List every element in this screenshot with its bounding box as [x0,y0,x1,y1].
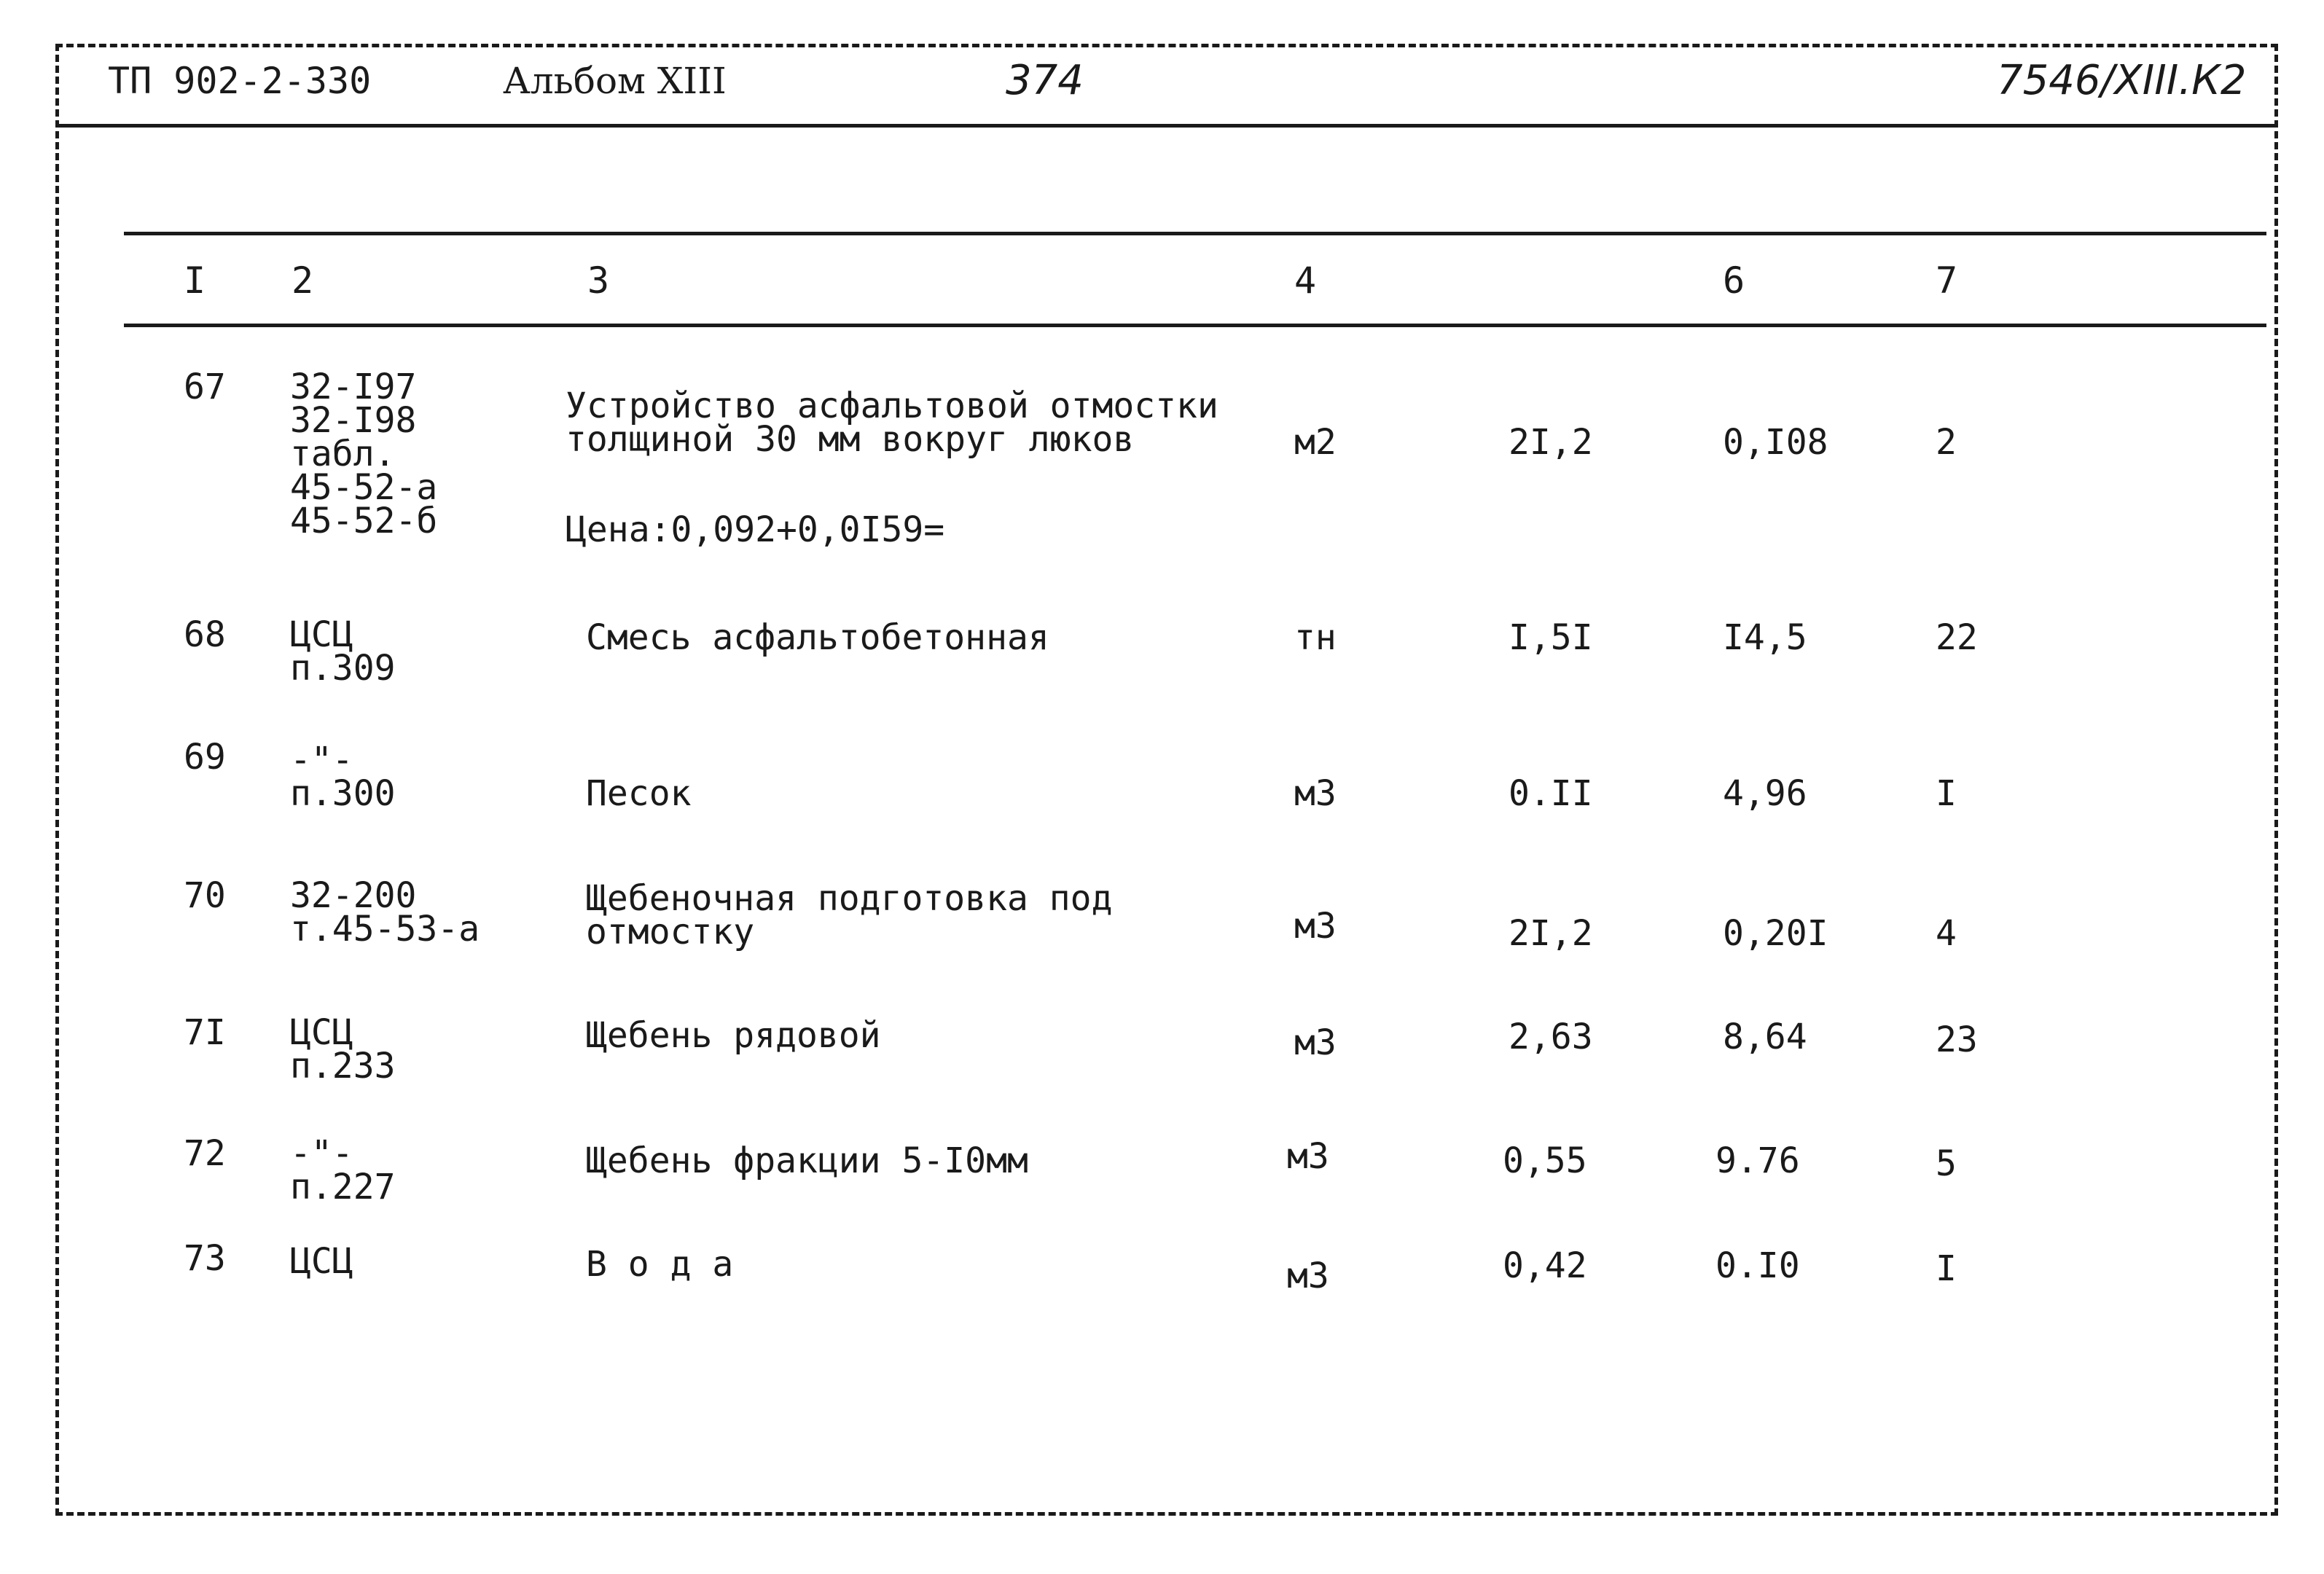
row-description: Щебеночная подготовка под отмостку [586,878,1113,952]
row-unit: м3 [1294,906,1337,947]
row-price: 9.76 [1715,1140,1800,1181]
col-header-2: 2 [292,259,314,302]
row-number: 68 [184,614,226,655]
row-price: 0.I0 [1715,1245,1800,1286]
row-price: I4,5 [1723,617,1807,658]
album-label: Альбом XIII [503,60,727,102]
row-total: 4 [1936,913,1957,954]
row-code: -"- п.227 [290,1133,396,1207]
row-description: Песок [586,773,692,814]
col-header-3: 3 [587,259,610,302]
row-quantity: 2I,2 [1509,913,1593,954]
col-header-6: 6 [1723,259,1745,302]
archive-code: 7546/XIII.К2 [1997,57,2247,104]
table-top-rule [124,232,2266,235]
row-code: -"- п.300 [290,740,396,814]
doc-code: ТП 902-2-330 [108,60,372,102]
col-header-1: I [184,259,206,302]
row-number: 7I [184,1012,226,1053]
row-code: ЦСЦ п.233 [290,1012,396,1086]
row-code: 32-200 т.45-53-а [290,875,480,950]
row-code: ЦСЦ п.309 [290,614,396,689]
row-unit: тн [1294,617,1337,658]
col-header-4: 4 [1294,259,1317,302]
row-description: Смесь асфальтобетонная [586,617,1049,658]
row-description: Устройство асфальтовой отмостки толщиной 30 мм вокруг люков [566,385,1218,460]
row-total: 23 [1936,1019,1978,1060]
row-description: В о д а [586,1244,734,1285]
row-unit: м3 [1287,1256,1329,1296]
row-quantity: 0,42 [1503,1245,1587,1286]
row-quantity: 2,63 [1509,1017,1593,1057]
row-number: 72 [184,1133,226,1174]
row-unit: м3 [1294,773,1337,814]
row-number: 67 [184,367,226,407]
row-price: 0,I08 [1723,422,1828,463]
row-price: 4,96 [1723,773,1807,814]
row-price-note: Цена:0,092+0,0I59= [566,509,945,550]
row-unit: м2 [1294,422,1337,463]
row-code: ЦСЦ [290,1241,353,1282]
row-description: Щебень рядовой [586,1015,881,1056]
row-code: 32-I97 32-I98 табл. 45-52-а 45-52-б [290,367,438,541]
row-total: 2 [1936,422,1957,463]
row-price: 8,64 [1723,1017,1807,1057]
row-number: 73 [184,1238,226,1279]
row-description: Щебень фракции 5-I0мм [586,1140,1028,1181]
row-number: 70 [184,875,226,916]
row-quantity: 0.II [1509,773,1593,814]
row-number: 69 [184,737,226,778]
page-number: 374 [1006,57,1084,104]
header-divider [55,124,2278,128]
table-header-rule [124,324,2266,327]
row-quantity: 0,55 [1503,1140,1587,1181]
row-quantity: I,5I [1509,617,1593,658]
row-quantity: 2I,2 [1509,422,1593,463]
row-total: 22 [1936,617,1978,658]
row-total: 5 [1936,1143,1957,1184]
col-header-7: 7 [1936,259,1958,302]
row-unit: м3 [1287,1136,1329,1177]
row-price: 0,20I [1723,913,1828,954]
row-total: I [1936,773,1957,814]
row-total: I [1936,1248,1957,1289]
row-unit: м3 [1294,1022,1337,1063]
